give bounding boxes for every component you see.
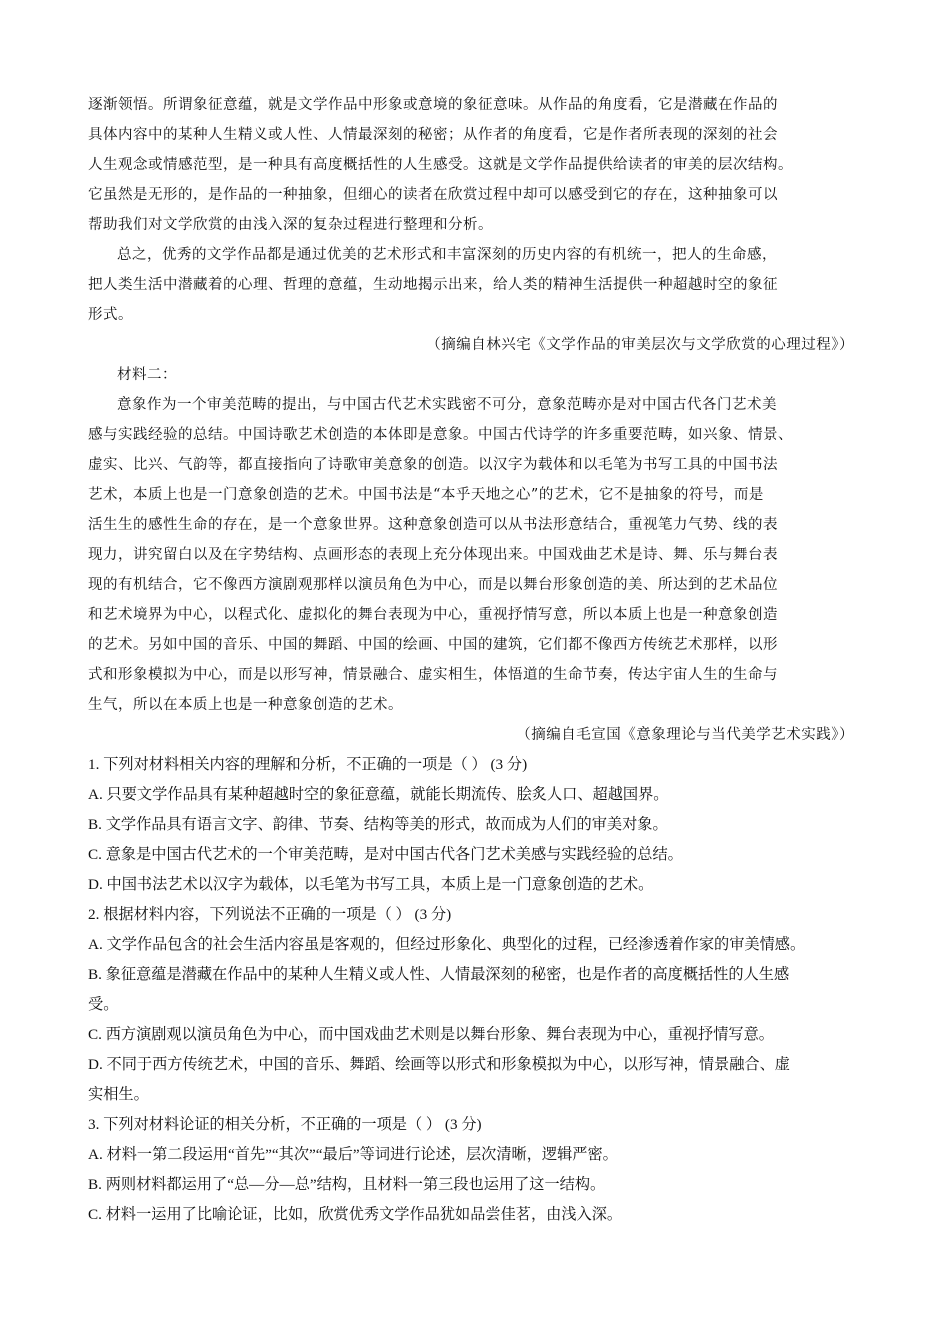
passage-line: 和艺术境界为中心，以程式化、虚拟化的舞台表现为中心，重视抒情写意，所以本质上也是一种意象创造 (88, 607, 778, 623)
answer-option: A. 文学作品包含的社会生活内容虽是客观的，但经过形象化、典型化的过程，已经渗透着作家的审美情感。 (88, 936, 806, 953)
passage-line: 帮助我们对文学欣赏的由浅入深的复杂过程进行整理和分析。 (88, 217, 493, 233)
answer-option: D. 不同于西方传统艺术，中国的音乐、舞蹈、绘画等以形式和形象模拟为中心，以形写神，情景融合、虚 (88, 1056, 790, 1073)
answer-option: B. 文学作品具有语言文字、韵律、节奏、结构等美的形式，故而成为人们的审美对象。 (88, 816, 668, 833)
answer-option: A. 材料一第二段运用“首先”“其次”“最后”等词进行论述，层次清晰，逻辑严密。 (88, 1146, 618, 1163)
passage-line: 的艺术。另如中国的音乐、中国的舞蹈、中国的绘画、中国的建筑，它们都不像西方传统艺术那样，以形 (88, 637, 778, 653)
question-stem: 1. 下列对材料相关内容的理解和分析，不正确的一项是（ ） (3 分) (88, 756, 528, 773)
passage-two-heading: 材料二： (117, 367, 177, 383)
answer-option: C. 意象是中国古代艺术的一个审美范畴，是对中国古代各门艺术美感与实践经验的总结。 (88, 846, 683, 863)
passage-line: 现力，讲究留白以及在字势结构、点画形态的表现上充分体现出来。中国戏曲艺术是诗、舞、乐与舞台表 (88, 547, 778, 563)
answer-option: C. 西方演剧观以演员角色为中心，而中国戏曲艺术则是以舞台形象、舞台表现为中心，重视抒情写意。 (88, 1026, 774, 1043)
question-3 (88, 1110, 866, 1230)
passage-line: 式和形象模拟为中心，而是以形写神，情景融合、虚实相生，体悟道的生命节奏，传达宇宙人生的生命与 (88, 667, 778, 683)
passage-line: 活生生的感性生命的存在，是一个意象世界。这种意象创造可以从书法形意结合，重视笔力气势、线的表 (88, 517, 778, 533)
passage-two-source: （摘编自毛宣国《意象理论与当代美学艺术实践》） (516, 727, 854, 743)
passage-line: 现的有机结合，它不像西方演剧观那样以演员角色为中心，而是以舞台形象创造的美、所达到的艺术品位 (88, 577, 778, 593)
answer-option: 受。 (88, 996, 119, 1013)
answer-option: B. 两则材料都运用了“总—分—总”结构，且材料一第三段也运用了这一结构。 (88, 1176, 606, 1193)
passage-line: 它虽然是无形的，是作品的一种抽象，但细心的读者在欣赏过程中却可以感受到它的存在，这种抽象可以 (88, 187, 778, 203)
passage-line: 逐渐领悟。所谓象征意蕴，就是文学作品中形象或意境的象征意味。从作品的角度看，它是潜藏在作品的 (88, 97, 778, 113)
question-stem: 3. 下列对材料论证的相关分析，不正确的一项是（ ） (3 分) (88, 1116, 482, 1133)
answer-option: 实相生。 (88, 1086, 149, 1103)
passage-line: 具体内容中的某种人生精义或人性、人情最深刻的秘密；从作者的角度看，它是作者所表现的深刻的社会 (88, 127, 778, 143)
exam-page (88, 90, 866, 1230)
passage-one-text (88, 90, 866, 360)
passage-line: 形式。 (88, 307, 133, 323)
answer-option: D. 中国书法艺术以汉字为载体，以毛笔为书写工具，本质上是一门意象创造的艺术。 (88, 876, 654, 893)
passage-line: 虚实、比兴、气韵等，都直接指向了诗歌审美意象的创造。以汉字为载体和以毛笔为书写工具的中国书法 (88, 457, 778, 473)
question-2 (88, 900, 866, 1110)
question-1 (88, 750, 866, 900)
answer-option: C. 材料一运用了比喻论证，比如，欣赏优秀文学作品犹如品尝佳茗，由浅入深。 (88, 1206, 623, 1223)
passage-line: 把人类生活中潜藏着的心理、哲理的意蕴，生动地揭示出来，给人类的精神生活提供一种超越时空的象征 (88, 277, 778, 293)
answer-option: B. 象征意蕴是潜藏在作品中的某种人生精义或人性、人情最深刻的秘密，也是作者的高度概括性的人生感 (88, 966, 790, 983)
passage-line: 生气，所以在本质上也是一种意象创造的艺术。 (88, 697, 403, 713)
passage-line: 感与实践经验的总结。中国诗歌艺术创造的本体即是意象。中国古代诗学的许多重要范畴，如兴象、情景、 (88, 427, 793, 443)
passage-line: 总之，优秀的文学作品都是通过优美的艺术形式和丰富深刻的历史内容的有机统一，把人的生命感， (117, 247, 777, 263)
passage-line: 艺术，本质上也是一门意象创造的艺术。中国书法是“本乎天地之心”的艺术，它不是抽象的符号，而是 (88, 487, 764, 503)
passage-line: 人生观念或情感范型，是一种具有高度概括性的人生感受。这就是文学作品提供给读者的审美的层次结构。 (88, 157, 793, 173)
passage-line: 意象作为一个审美范畴的提出，与中国古代艺术实践密不可分，意象范畴亦是对中国古代各门艺术美 (117, 397, 777, 413)
answer-option: A. 只要文学作品具有某种超越时空的象征意蕴，就能长期流传、脍炙人口、超越国界。 (88, 786, 669, 803)
passage-one-source: （摘编自林兴宅《文学作品的审美层次与文学欣赏的心理过程》） (426, 337, 854, 353)
passage-two-text (88, 360, 866, 750)
question-stem: 2. 根据材料内容，下列说法不正确的一项是（ ） (3 分) (88, 906, 452, 923)
